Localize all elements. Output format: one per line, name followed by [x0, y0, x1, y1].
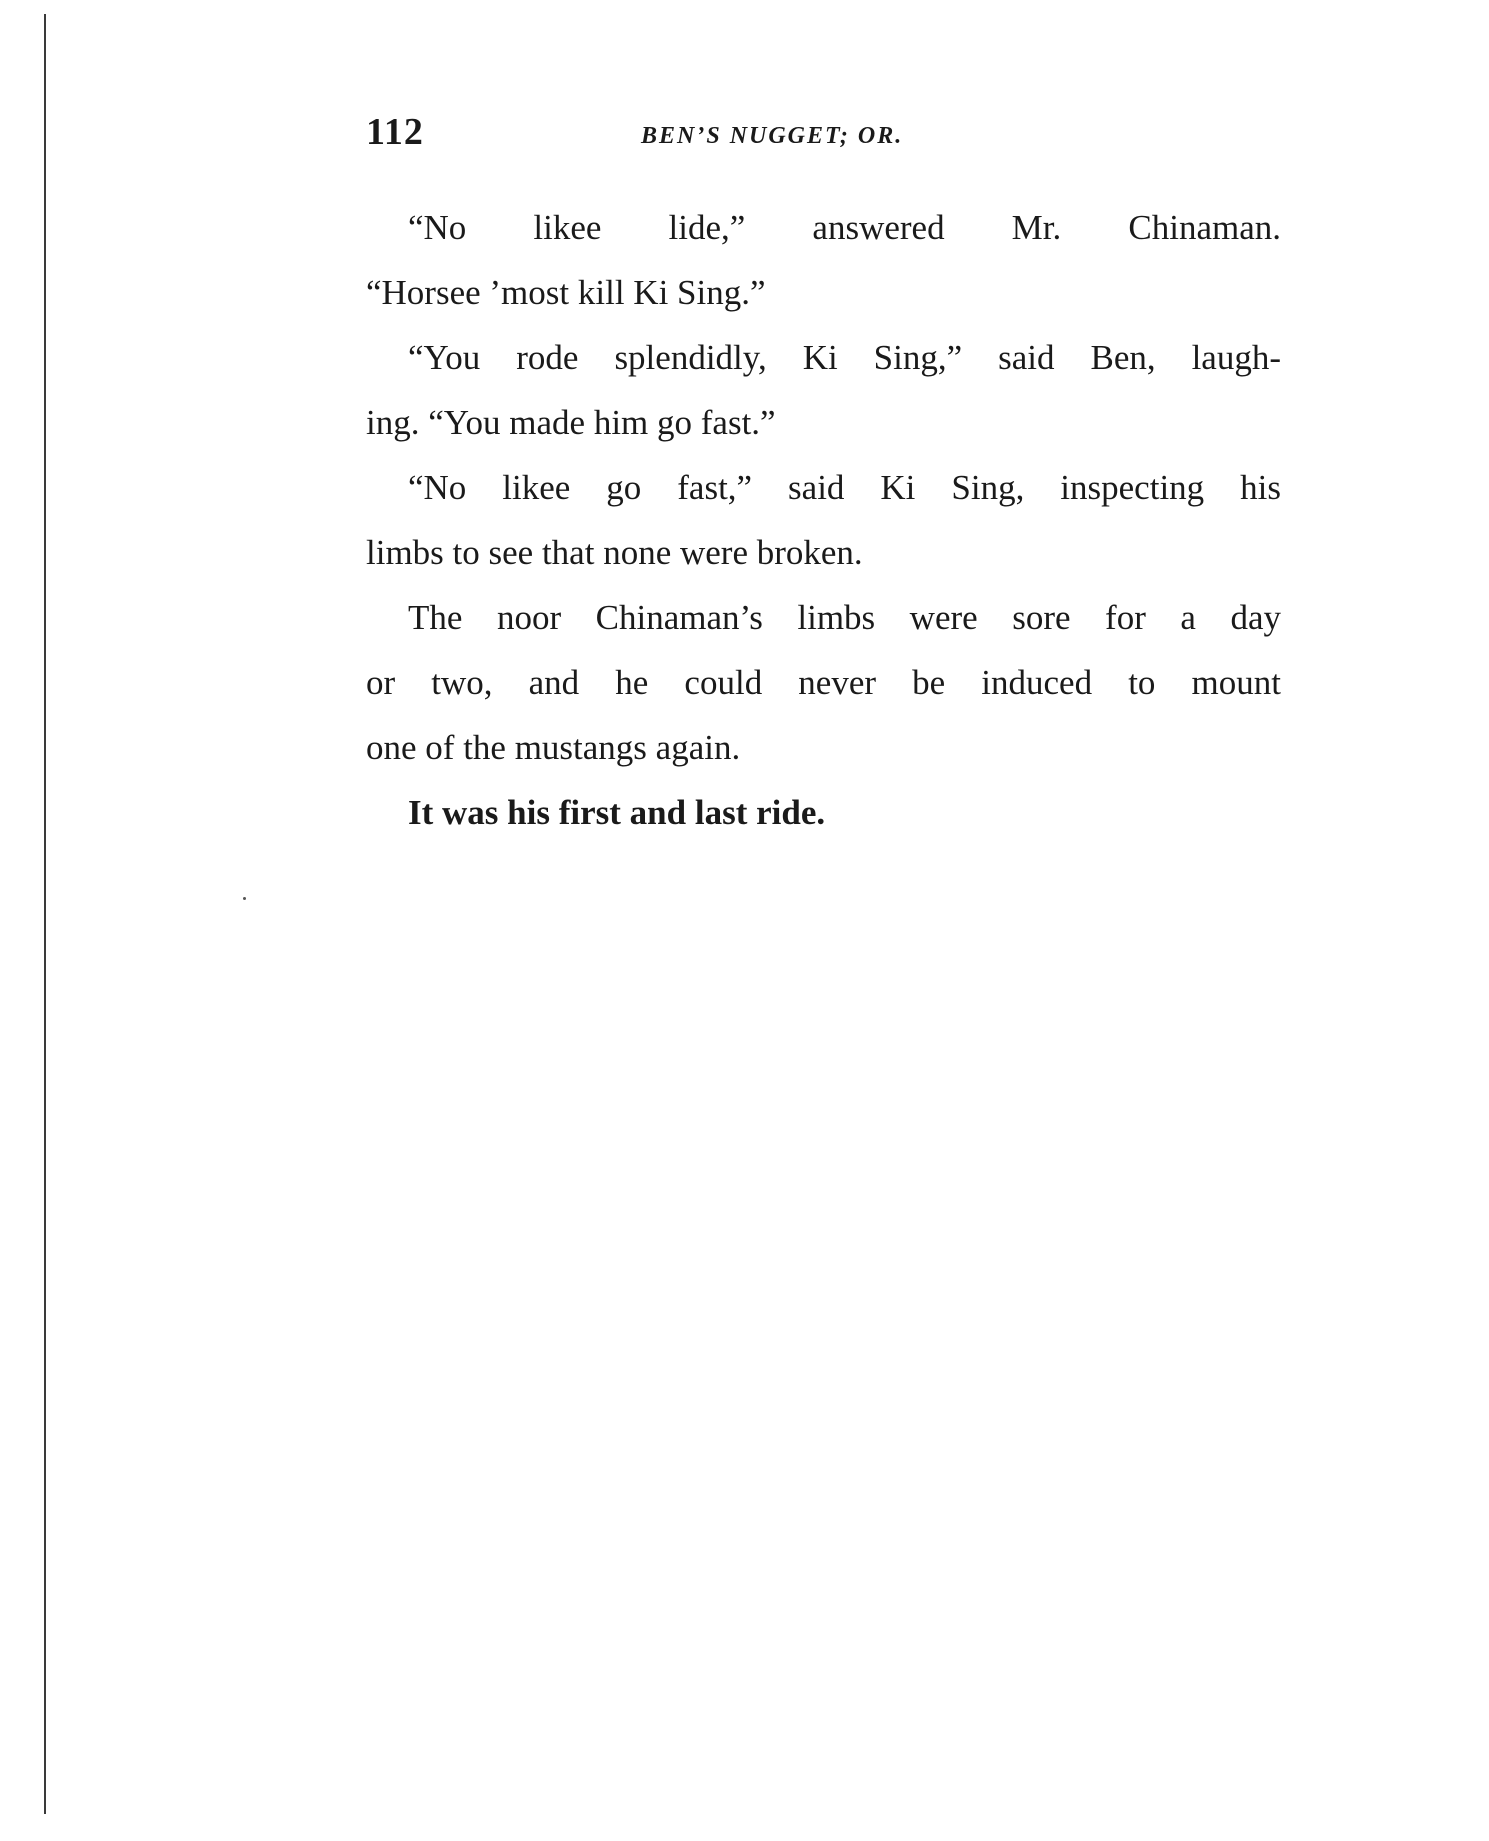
text-line: “Horsee ’most kill Ki Sing.” — [366, 273, 766, 312]
page-header — [366, 110, 1281, 160]
text-line: “You rode splendidly, Ki Sing,” said Ben, laugh- — [408, 338, 1281, 377]
page-number: 112 — [366, 111, 424, 153]
text-line: one of the mustangs again. — [366, 728, 741, 767]
text-line: limbs to see that none were broken. — [366, 533, 863, 572]
closing-line: It was his first and last ride. — [408, 793, 826, 832]
running-head: BEN’S NUGGET; OR. — [641, 123, 904, 149]
text-line: or two, and he could never be induced to mount — [366, 663, 1281, 702]
text-line: “No likee lide,” answered Mr. Chinaman. — [408, 208, 1281, 247]
body-text — [366, 195, 1281, 845]
scan-speck — [243, 897, 246, 900]
text-line: ing. “You made him go fast.” — [366, 403, 776, 442]
text-line: “No likee go fast,” said Ki Sing, inspecting his — [408, 468, 1281, 507]
text-line: The noor Chinaman’s limbs were sore for a day — [408, 598, 1281, 637]
binding-edge-line — [44, 14, 46, 1814]
